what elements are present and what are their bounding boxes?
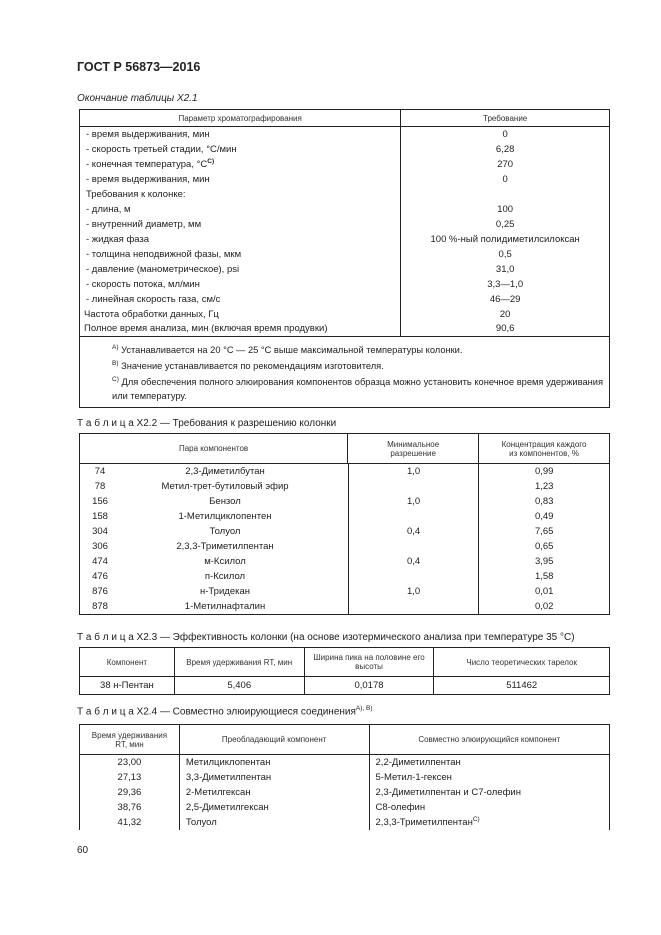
table-x2-1 <box>79 109 610 408</box>
value-cell: 3,3—1,0 <box>401 277 610 292</box>
resolution-cell: 1,0 <box>348 494 479 509</box>
param-cell: - скорость потока, мл/мин <box>80 277 401 292</box>
resolution-cell <box>348 479 479 494</box>
pair-cell <box>80 599 349 614</box>
col-header-pair: Пара компонентов <box>80 434 348 464</box>
col-header-plates: Число теоретических тарелок <box>434 648 610 677</box>
pair-cell <box>80 479 349 494</box>
pair-cell <box>80 494 349 509</box>
peak-number: 878 <box>92 600 108 612</box>
component-name: 2,3-Диметилбутан <box>185 466 265 477</box>
param-cell: - время выдерживания, мин <box>80 172 401 187</box>
col-header-coeluting: Совместно элюирующийся компонент <box>369 725 609 755</box>
rt-cell: 29,36 <box>80 785 180 800</box>
resolution-cell: 1,0 <box>348 464 479 479</box>
param-cell: Полное время анализа, мин (включая время продувки) <box>80 322 401 337</box>
value-cell: 0,25 <box>401 217 610 232</box>
footnote-mark: С) <box>112 376 119 384</box>
coeluting-cell: 2,2-Диметилпентан <box>369 755 609 770</box>
caption-footnote-mark: А), В) <box>355 705 373 712</box>
resolution-cell <box>348 599 479 614</box>
resolution-cell <box>348 569 479 584</box>
param-cell: Частота обработки данных, Гц <box>80 307 401 322</box>
value-cell: 20 <box>401 307 610 322</box>
peak-number: 476 <box>92 571 108 582</box>
value-cell: 100 <box>401 202 610 217</box>
value-cell: 6,28 <box>401 142 610 157</box>
footnote-text: Устанавливается на 20 °C — 25 °C выше максимальной температуры колонки. <box>121 345 463 356</box>
concentration-cell: 0,65 <box>479 539 610 554</box>
component-cell: 38 н-Пентан <box>80 677 175 695</box>
pair-cell <box>80 584 349 599</box>
pair-cell <box>80 464 349 479</box>
component-name: н-Тридекан <box>200 586 250 597</box>
component-name: 1-Метилциклопентен <box>178 511 272 522</box>
pair-cell <box>80 509 349 524</box>
footnote-text: Для обеспечения полного элюирования компонентов образца можно установить конечное время удерживания или температуру. <box>112 377 603 402</box>
component-name: 1-Метилнафталин <box>184 600 266 612</box>
value-cell <box>401 187 610 202</box>
rt-cell: 38,76 <box>80 800 180 815</box>
value-cell: 31,0 <box>401 262 610 277</box>
component-name: п-Ксилол <box>204 571 246 582</box>
resolution-cell <box>348 539 479 554</box>
table-row <box>80 509 610 524</box>
col-header-concentration: Концентрация каждого из компонентов, % <box>479 434 610 464</box>
col-header-component: Компонент <box>80 648 175 677</box>
param-cell: - внутренний диаметр, мм <box>80 217 401 232</box>
main-cell: Толуол <box>179 815 369 830</box>
param-cell: - давление (манометрическое), psi <box>80 262 401 277</box>
table-x2-3 <box>79 647 610 695</box>
document-header: ГОСТ Р 56873—2016 <box>77 60 201 74</box>
footnote-mark: С) <box>207 157 215 165</box>
param-text: - конечная температура, °C <box>86 159 208 171</box>
retention-cell: 5,406 <box>174 677 304 695</box>
pair-cell <box>80 524 349 539</box>
coeluting-cell: 5-Метил-1-гексен <box>369 770 609 785</box>
concentration-cell: 0,99 <box>479 464 610 479</box>
table-row <box>80 599 610 614</box>
table-row <box>80 584 610 599</box>
peak-number: 156 <box>92 496 108 507</box>
peak-number: 158 <box>92 511 108 522</box>
table-x2-2-body <box>79 464 610 615</box>
param-cell: - время выдерживания, мин <box>80 127 401 142</box>
component-name: Толуол <box>209 526 241 537</box>
concentration-cell: 0,83 <box>479 494 610 509</box>
rt-cell: 41,32 <box>80 815 180 830</box>
param-cell: - жидкая фаза <box>80 232 401 247</box>
coeluting-cell <box>369 815 609 830</box>
value-cell: 100 %-ный полидиметилсилоксан <box>401 232 610 247</box>
col-header-min-resolution: Минимальное разрешение <box>348 434 479 464</box>
table-row <box>80 494 610 509</box>
peak-number: 74 <box>94 466 106 477</box>
main-cell: Метилциклопентан <box>179 755 369 770</box>
component-name: м-Ксилол <box>204 556 246 567</box>
table-row <box>80 539 610 554</box>
main-cell: 2,5-Диметилгексан <box>179 800 369 815</box>
param-cell: - длина, м <box>80 202 401 217</box>
param-cell: - линейная скорость газа, см/с <box>80 292 401 307</box>
rt-cell: 23,00 <box>80 755 180 770</box>
coeluting-cell: 2,3-Диметилпентан и C7-олефин <box>369 785 609 800</box>
peak-number: 304 <box>92 526 108 537</box>
table-x2-4-caption <box>77 705 373 717</box>
page-number: 60 <box>77 845 89 856</box>
pair-cell <box>80 539 349 554</box>
component-name: 2,3,3-Триметилпентан <box>176 541 274 552</box>
value-cell: 0 <box>401 172 610 187</box>
value-cell: 0,5 <box>401 247 610 262</box>
rt-cell: 27,13 <box>80 770 180 785</box>
pair-cell <box>80 569 349 584</box>
footnote-mark: А) <box>112 344 119 351</box>
caption-text: Т а б л и ц а X2.4 — Совместно элюирующиеся соединения <box>77 706 356 718</box>
table-x2-4 <box>79 724 610 830</box>
table-row <box>80 554 610 569</box>
component-name: Метил-трет-бутиловый эфир <box>161 481 289 492</box>
peak-number: 876 <box>92 586 108 597</box>
value-cell: 46—29 <box>401 292 610 307</box>
resolution-cell: 0,4 <box>348 524 479 539</box>
footnote-mark: С) <box>472 815 480 823</box>
footnotes-cell <box>80 337 610 408</box>
param-cell <box>80 157 401 172</box>
table-row <box>80 569 610 584</box>
table-x2-2-caption: Т а б л и ц а X2.2 — Требования к разрешению колонки <box>77 418 337 429</box>
col-header-param: Параметр хроматографирования <box>80 110 401 127</box>
resolution-cell: 1,0 <box>348 584 479 599</box>
pair-cell <box>80 554 349 569</box>
table-row <box>80 524 610 539</box>
value-cell: 270 <box>401 157 610 172</box>
param-cell: Требования к колонке: <box>80 187 401 202</box>
concentration-cell: 3,95 <box>479 554 610 569</box>
col-header-requirement: Требование <box>401 110 610 127</box>
table-x2-2 <box>79 433 610 464</box>
coeluting-text: 2,3,3-Триметилпентан <box>375 817 473 829</box>
value-cell: 0 <box>401 127 610 142</box>
main-cell: 3,3-Диметилпентан <box>179 770 369 785</box>
concentration-cell: 0,02 <box>479 599 610 614</box>
param-cell: - скорость третьей стадии, °C/мин <box>80 142 401 157</box>
width-cell: 0,0178 <box>304 677 434 695</box>
footnote-a <box>112 341 603 357</box>
param-cell: - толщина неподвижной фазы, мкм <box>80 247 401 262</box>
peak-number: 306 <box>92 541 108 552</box>
footnote-c <box>86 373 603 403</box>
coeluting-cell: C8-олефин <box>369 800 609 815</box>
concentration-cell: 1,23 <box>479 479 610 494</box>
table-row <box>80 464 610 479</box>
footnote-text: Значение устанавливается по рекомендациям изготовителя. <box>121 361 384 372</box>
component-name: Бензол <box>209 496 241 507</box>
peak-number: 474 <box>92 556 108 567</box>
resolution-cell: 0,4 <box>348 554 479 569</box>
col-header-retention: Время удерживания RT, мин <box>80 725 180 755</box>
col-header-peak-width: Ширина пика на половине его высоты <box>304 648 434 677</box>
table-row <box>80 479 610 494</box>
concentration-cell: 1,58 <box>479 569 610 584</box>
footnote-b <box>112 357 603 373</box>
footnote-mark: В) <box>112 360 119 368</box>
col-header-main-component: Преобладающий компонент <box>179 725 369 755</box>
col-header-retention-time: Время удерживания RT, мин <box>174 648 304 677</box>
resolution-cell <box>348 509 479 524</box>
concentration-cell: 0,49 <box>479 509 610 524</box>
value-cell: 90,6 <box>401 322 610 337</box>
concentration-cell: 7,65 <box>479 524 610 539</box>
peak-number: 78 <box>94 481 106 492</box>
concentration-cell: 0,01 <box>479 584 610 599</box>
plates-cell: 511462 <box>434 677 610 695</box>
table-x2-3-caption: Т а б л и ц а X2.3 — Эффективность колонки (на основе изотермического анализа при температуре 35 °C) <box>77 632 575 643</box>
table-x2-1-caption: Окончание таблицы X2.1 <box>77 93 198 104</box>
main-cell: 2-Метилгексан <box>179 785 369 800</box>
